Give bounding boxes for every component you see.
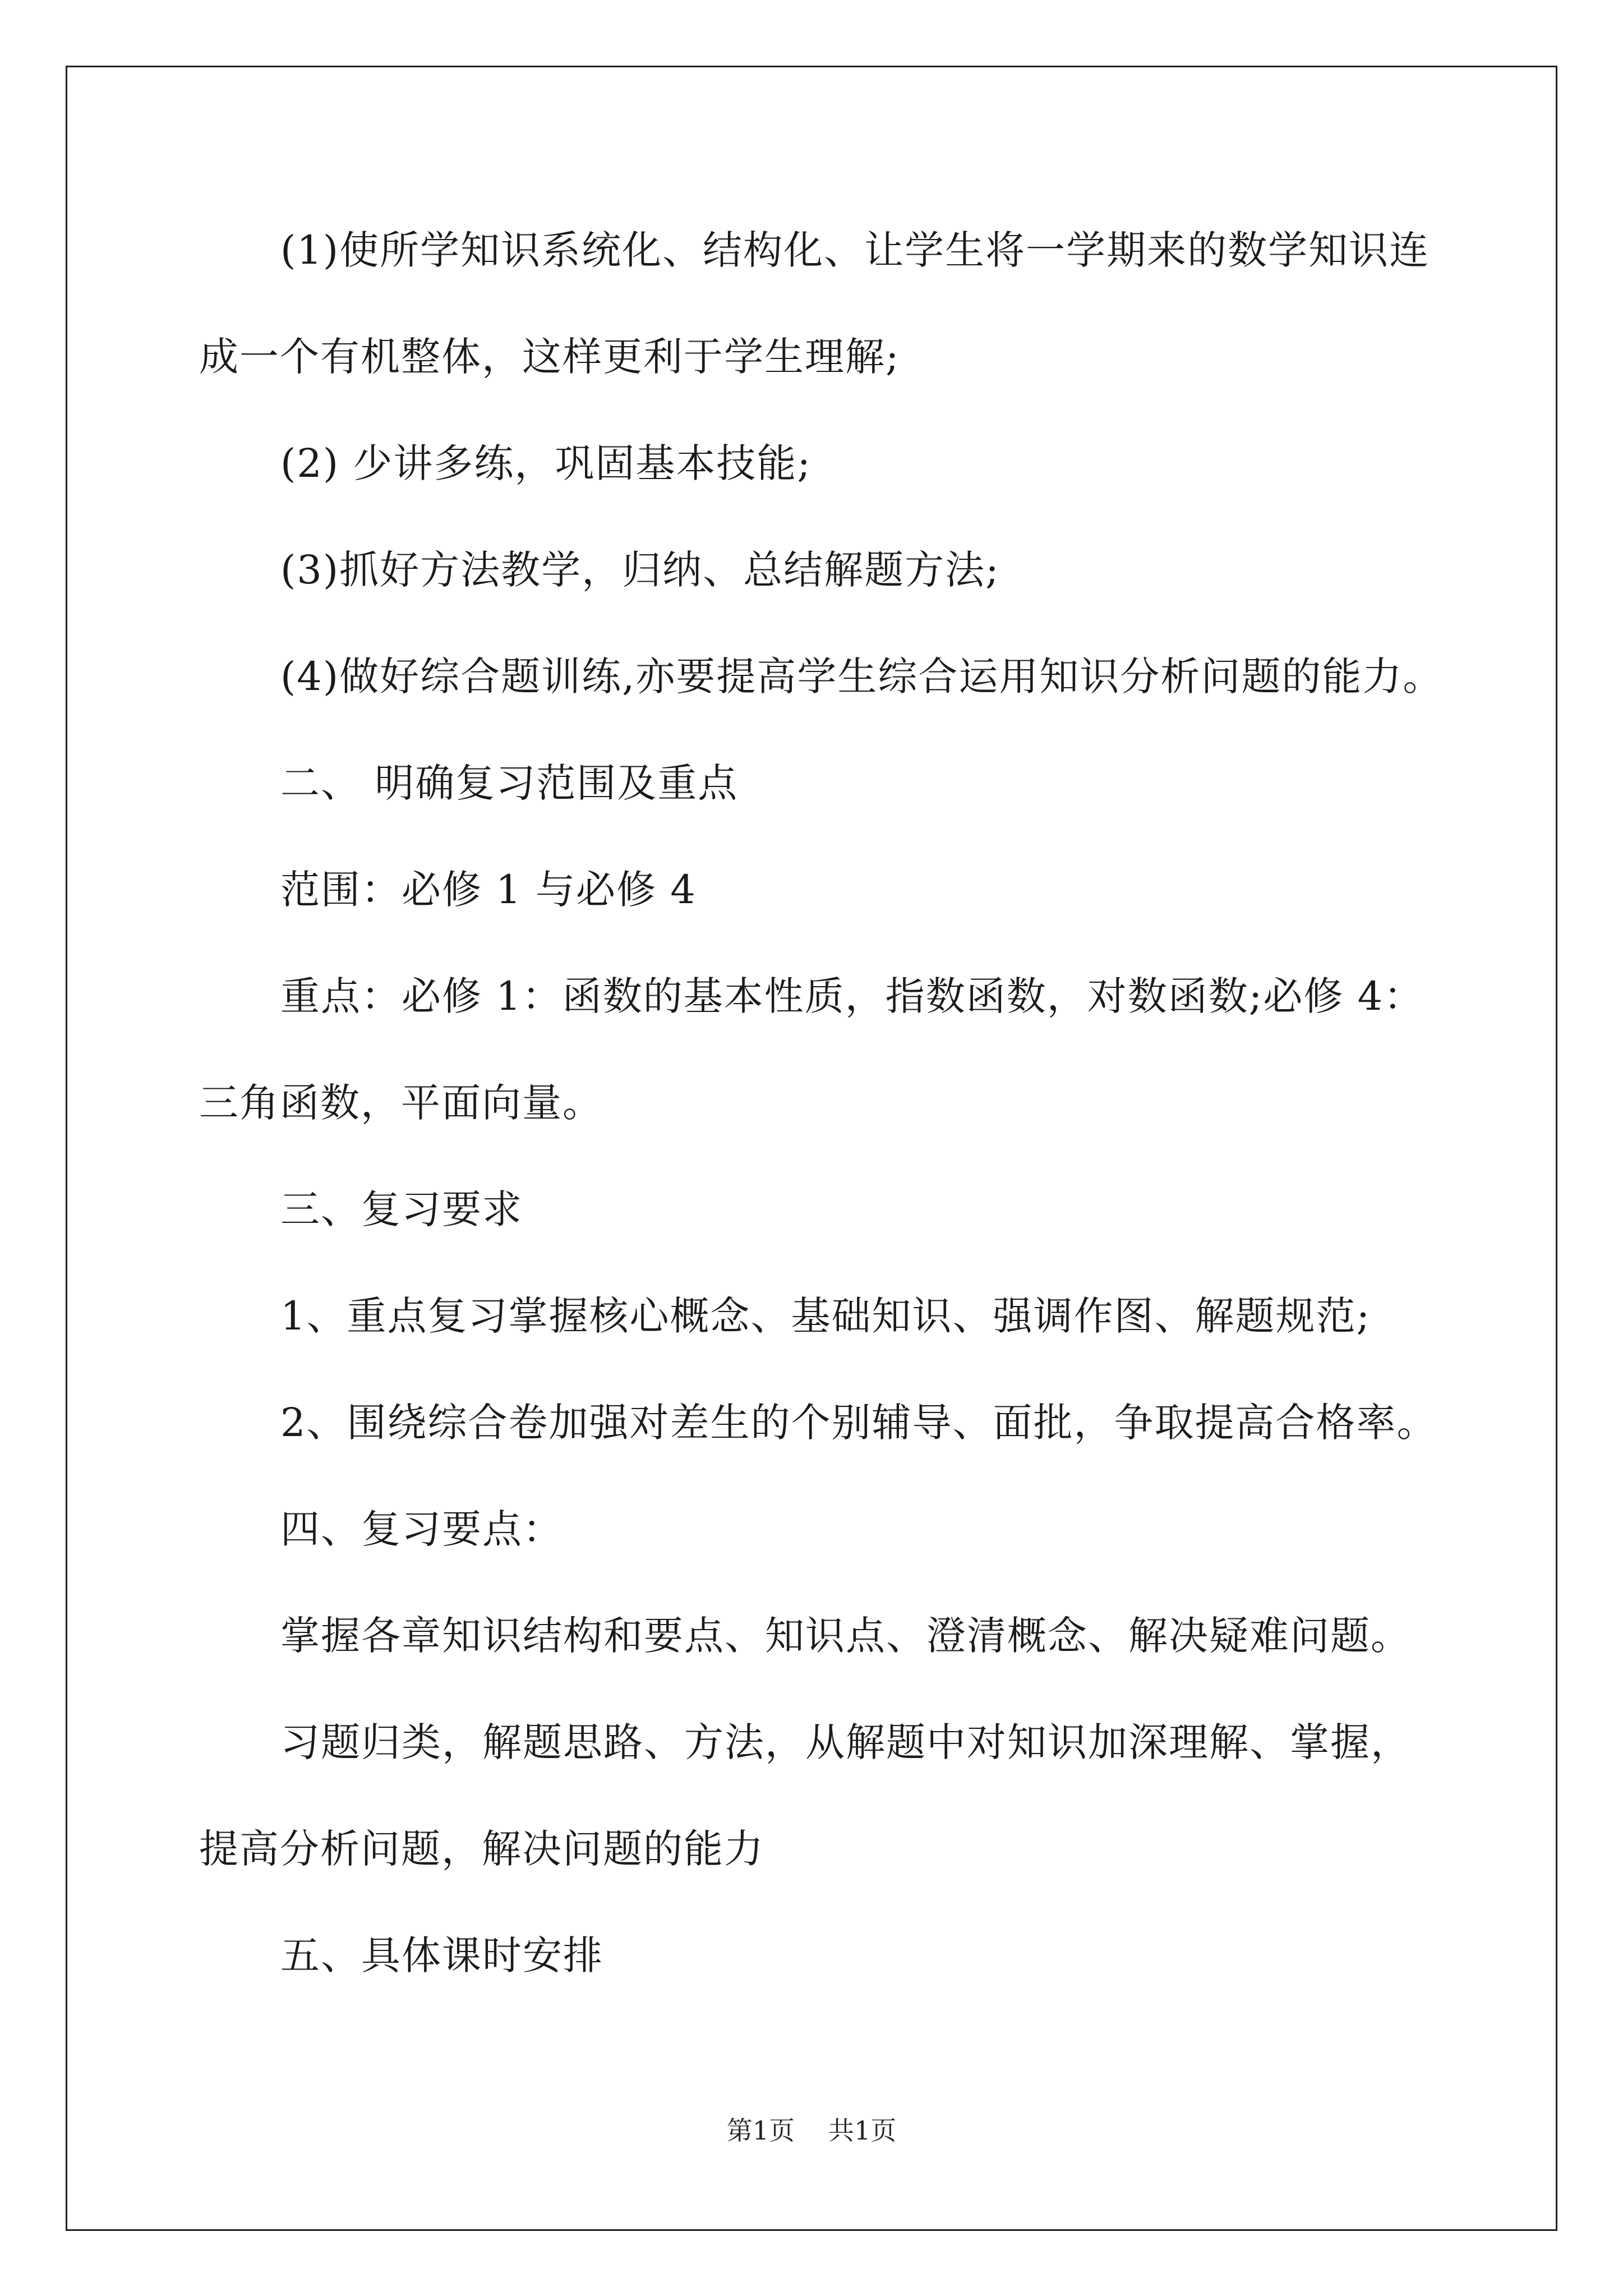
text-line: (1)使所学知识系统化、结构化、让学生将一学期来的数学知识连 [280,227,1430,273]
text-line: (4)做好综合题训练,亦要提高学生综合运用知识分析问题的能力。 [280,654,1444,700]
section-heading: 五、具体课时安排 [280,1932,603,1978]
section-heading: 二、 明确复习范围及重点 [280,760,739,806]
text-line: 三角函数，平面向量。 [199,1080,603,1126]
text-line: (2) 少讲多练，巩固基本技能; [280,440,811,486]
text-line: 重点：必修 1：函数的基本性质，指数函数，对数函数;必修 4： [280,973,1424,1019]
page-footer [0,2114,1623,2147]
section-heading: 四、复习要点： [280,1506,563,1552]
text-line: 范围：必修 1 与必修 4 [280,867,697,913]
text-line: 1、重点复习掌握核心概念、基础知识、强调作图、解题规范; [280,1293,1371,1339]
text-line: (3)抓好方法教学，归纳、总结解题方法; [280,547,1000,593]
page-total: 共1页 [828,2115,897,2146]
text-line: 提高分析问题，解决问题的能力 [199,1826,764,1872]
page-number: 第1页 [726,2115,795,2146]
text-line: 成一个有机整体，这样更利于学生理解; [199,334,900,380]
text-line: 习题归类，解题思路、方法，从解题中对知识加深理解、掌握， [280,1719,1411,1765]
text-line: 2、围绕综合卷加强对差生的个别辅导、面批，争取提高合格率。 [280,1400,1437,1446]
section-heading: 三、复习要求 [280,1186,523,1232]
text-line: 掌握各章知识结构和要点、知识点、澄清概念、解决疑难问题。 [280,1613,1411,1659]
page-border [66,66,1557,2231]
